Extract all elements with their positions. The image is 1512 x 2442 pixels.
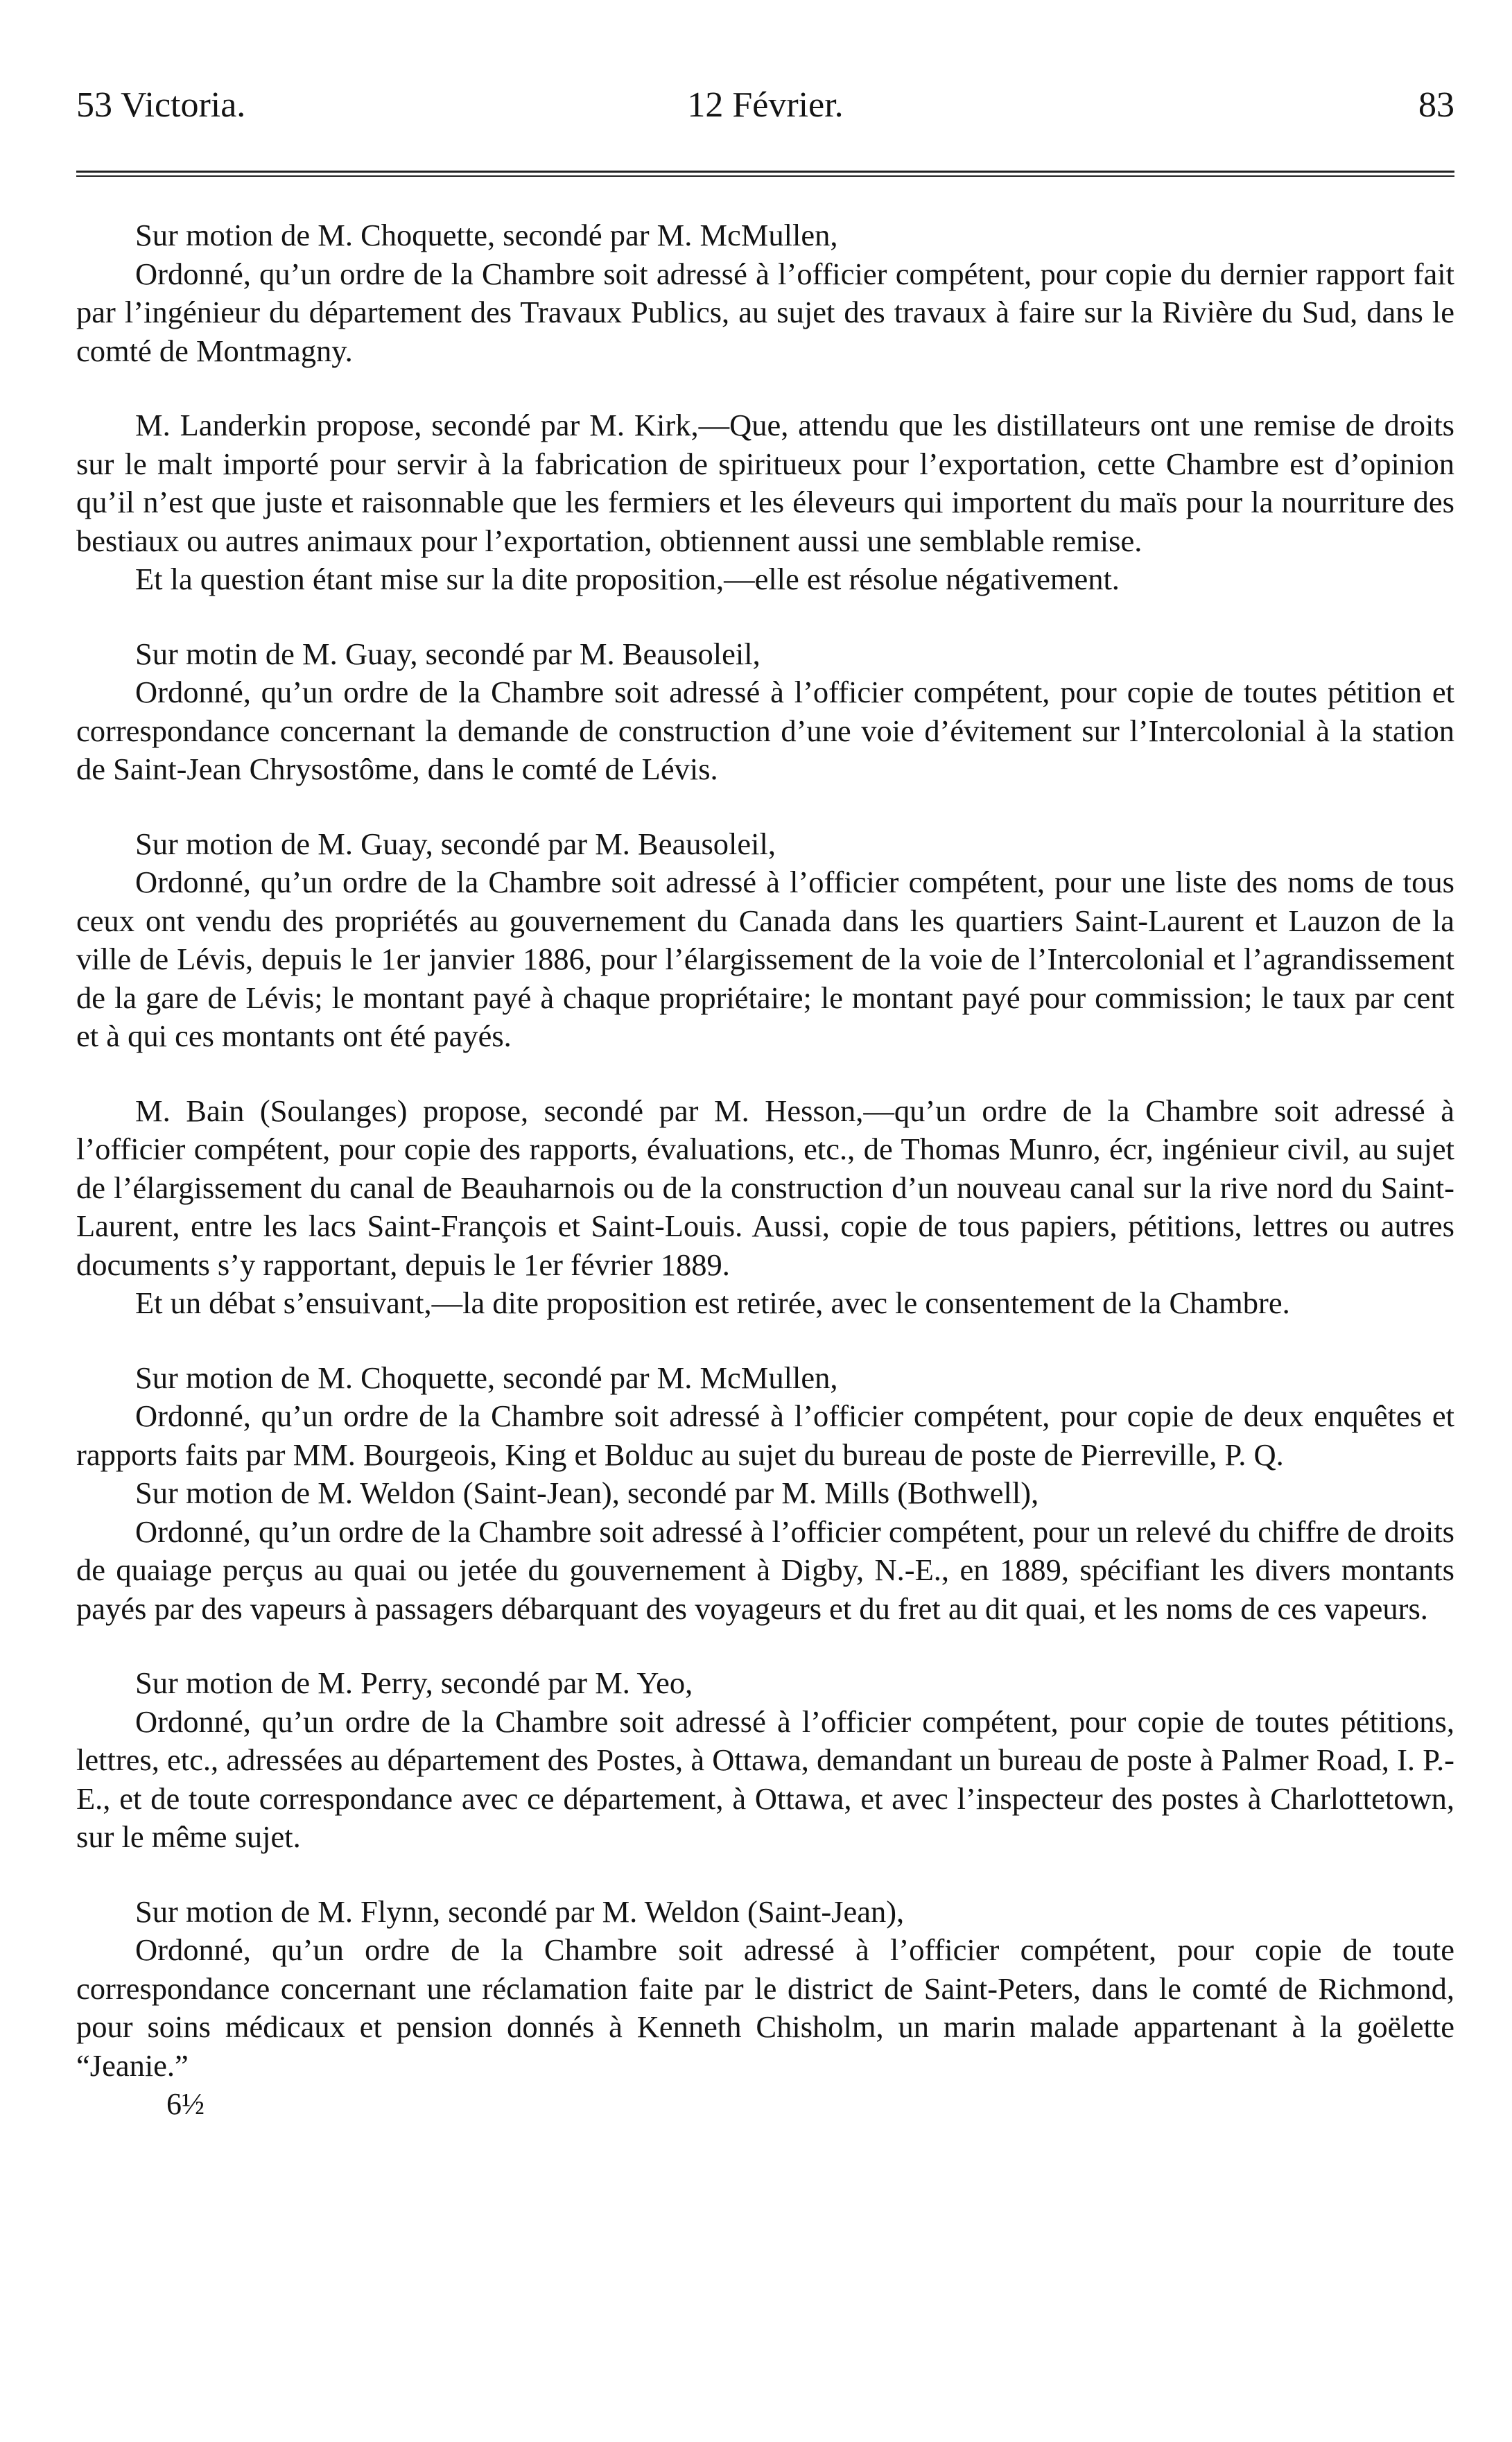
- paragraph: Ordonné, qu’un ordre de la Chambre soit adressé à l’officier compétent, pour copie du dernier rapport fait par l’ingénieur du département des Travaux Publics, au sujet des travaux à faire sur la Rivière du Sud, dans le comté de Montmagny.: [76, 256, 1454, 368]
- signature-mark: 6½: [166, 2087, 205, 2121]
- paragraph: M. Bain (Soulanges) propose, secondé par M. Hesson,—qu’un ordre de la Chambre soit adressé à l’officier compétent, pour copie des rapports, évaluations, etc., de Thomas Munro, écr, ingénieur civil, au sujet de l’élargissement du canal de Beauharnois ou de la construction d’un nouveau canal sur la rive nord du Saint-Laurent, entre les lacs Saint-François et Saint-Louis. Aussi, copie de tous papiers, pétitions, lettres ou autres documents s’y rapportant, depuis le 1er février 1889.: [76, 1093, 1454, 1282]
- document-page: [76, 0, 1454, 2442]
- paragraph: Sur motion de M. Perry, secondé par M. Yeo,: [135, 1665, 693, 1700]
- paragraph: M. Landerkin propose, secondé par M. Kirk,—Que, attendu que les distillateurs ont une remise de droits sur le malt importé pour servir à la fabrication de spiritueux pour l’exportation, cette Chambre est d’opinion qu’il n’est que juste et raisonnable que les fermiers et les éleveurs qui importent du maïs pour la nourriture des bestiaux ou autres animaux pour l’exportation, obtiennent aussi une semblable remise.: [76, 408, 1454, 558]
- paragraph: Sur motion de M. Weldon (Saint-Jean), secondé par M. Mills (Bothwell),: [135, 1475, 1039, 1510]
- paragraph: Ordonné, qu’un ordre de la Chambre soit adressé à l’officier compétent, pour copie de toutes pétition et correspondance concernant la demande de construction d’une voie d’évitement sur l’Intercolonial à la station de Saint-Jean Chrysostôme, dans le comté de Lévis.: [76, 675, 1454, 786]
- paragraph: Ordonné, qu’un ordre de la Chambre soit adressé à l’officier compétent, pour copie de deux enquêtes et rapports faits par MM. Bourgeois, King et Bolduc au sujet du bureau de poste de Pierreville, P. Q.: [76, 1398, 1454, 1472]
- paragraph: Et la question étant mise sur la dite proposition,—elle est résolue négativement.: [135, 562, 1120, 596]
- header-date: 12 Février.: [687, 85, 844, 125]
- header-session: 53 Victoria.: [76, 85, 246, 125]
- paragraph: Et un débat s’ensuivant,—la dite proposition est retirée, avec le consentement de la Chambre.: [135, 1285, 1290, 1320]
- paragraph: Sur motion de M. Choquette, secondé par M. McMullen,: [135, 1360, 838, 1395]
- header-rule: [76, 171, 1454, 177]
- paragraph: Sur motion de M. Guay, secondé par M. Beausoleil,: [135, 826, 776, 861]
- paragraph: Ordonné, qu’un ordre de la Chambre soit adressé à l’officier compétent, pour copie de toutes pétitions, lettres, etc., adressées au département des Postes, à Ottawa, demandant un bureau de poste à Palmer Road, I. P.-E., et de toute correspondance avec ce département, à Ottawa, et avec l’inspecteur des postes à Charlottetown, sur le même sujet.: [76, 1704, 1454, 1854]
- document-body: [76, 216, 1454, 2123]
- paragraph: Ordonné, qu’un ordre de la Chambre soit adressé à l’officier compétent, pour un relevé du chiffre de droits de quaiage perçus au quai ou jetée du gouvernement à Digby, N.-E., en 1889, spécifiant les divers montants payés par des vapeurs à passagers débarquant des voyageurs et du fret au dit quai, et les noms de ces vapeurs.: [76, 1514, 1454, 1626]
- paragraph: Ordonné, qu’un ordre de la Chambre soit adressé à l’officier compétent, pour une liste des noms de tous ceux ont vendu des propriétés au gouvernement du Canada dans les quartiers Saint-Laurent et Lauzon de la ville de Lévis, depuis le 1er janvier 1886, pour l’élargissement de la voie de l’Intercolonial et l’agrandissement de la gare de Lévis; le montant payé à chaque propriétaire; le montant payé pour commission; le taux par cent et à qui ces montants ont été payés.: [76, 865, 1454, 1053]
- page-number: 83: [1418, 85, 1454, 125]
- paragraph: Sur motin de M. Guay, secondé par M. Beausoleil,: [135, 636, 761, 671]
- paragraph: Sur motion de M. Choquette, secondé par M. McMullen,: [135, 218, 838, 252]
- paragraph: Sur motion de M. Flynn, secondé par M. Weldon (Saint-Jean),: [135, 1894, 905, 1929]
- paragraph: Ordonné, qu’un ordre de la Chambre soit adressé à l’officier compétent, pour copie de toute correspondance concernant une réclamation faite par le district de Saint-Peters, dans le comté de Richmond, pour soins médicaux et pension donnés à Kenneth Chisholm, un marin malade appartenant à la goëlette “Jeanie.”: [76, 1932, 1454, 2083]
- page-header: [76, 78, 1454, 133]
